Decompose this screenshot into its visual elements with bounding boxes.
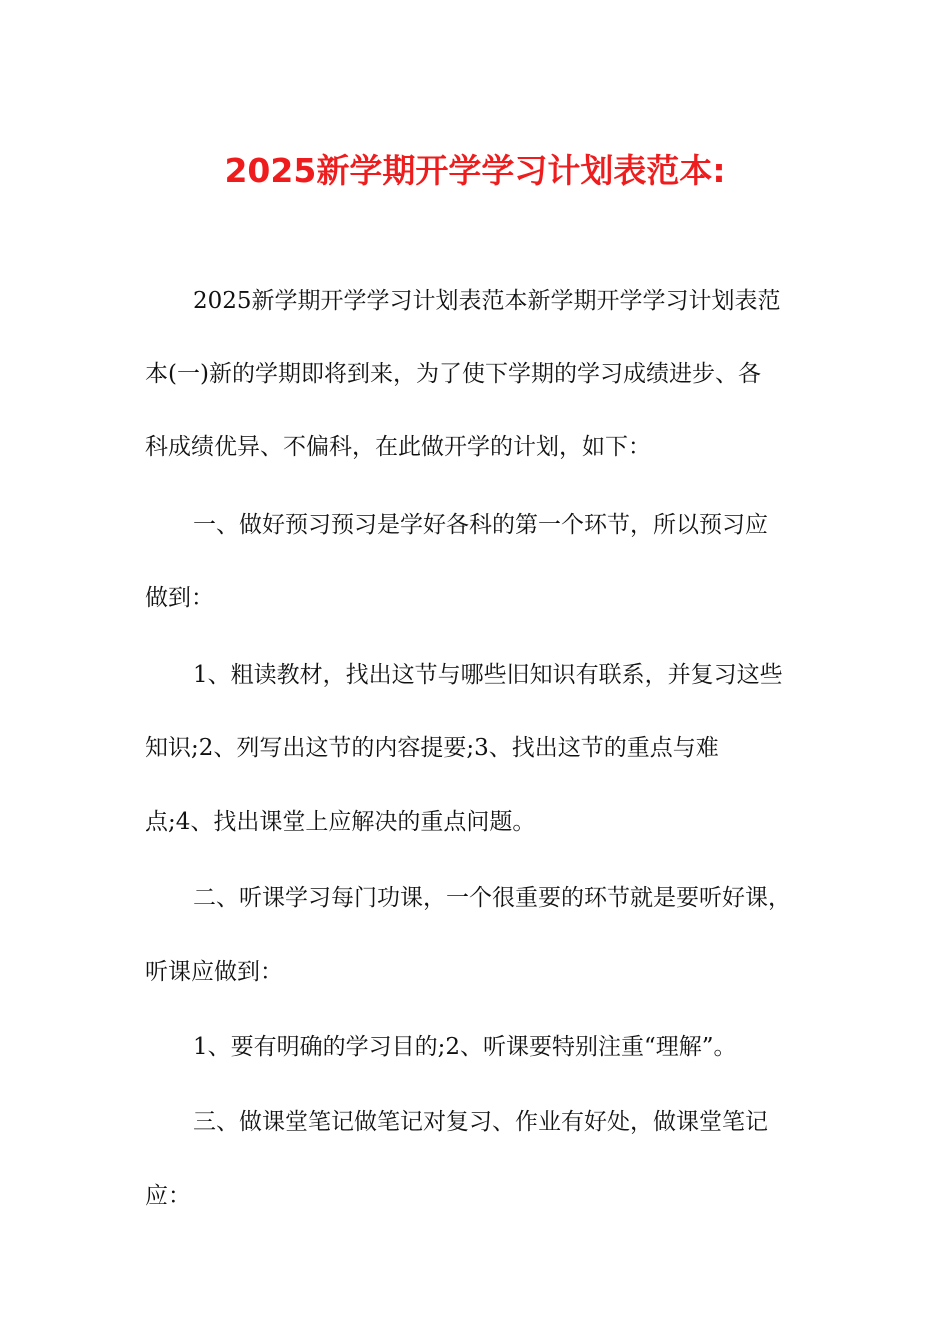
paragraph-line: 应：: [145, 1183, 191, 1209]
paragraph-line: 听课应做到：: [145, 959, 283, 985]
paragraph-line: 一、做好预习预习是学好各科的第一个环节，所以预习应: [193, 512, 768, 538]
paragraph-line: 点;4、找出课堂上应解决的重点问题。: [145, 809, 536, 835]
paragraph-line: 三、做课堂笔记做笔记对复习、作业有好处，做课堂笔记: [193, 1109, 768, 1135]
paragraph-line: 2025新学期开学学习计划表范本新学期开学学习计划表范: [193, 288, 781, 314]
document-title: 2025新学期开学学习计划表范本:: [224, 151, 726, 190]
paragraph-line: 知识;2、列写出这节的内容提要;3、找出这节的重点与难: [145, 735, 719, 761]
paragraph-line: 二、听课学习每门功课，一个很重要的环节就是要听好课，: [193, 885, 791, 911]
paragraph-line: 科成绩优异、不偏科，在此做开学的计划，如下：: [145, 434, 651, 460]
paragraph-line: 1、要有明确的学习目的;2、听课要特别注重“理解”。: [193, 1034, 737, 1060]
paragraph-line: 1、粗读教材，找出这节与哪些旧知识有联系，并复习这些: [193, 662, 783, 688]
paragraph-line: 本(一)新的学期即将到来，为了使下学期的学习成绩进步、各: [145, 361, 761, 387]
paragraph-line: 做到：: [145, 585, 214, 611]
